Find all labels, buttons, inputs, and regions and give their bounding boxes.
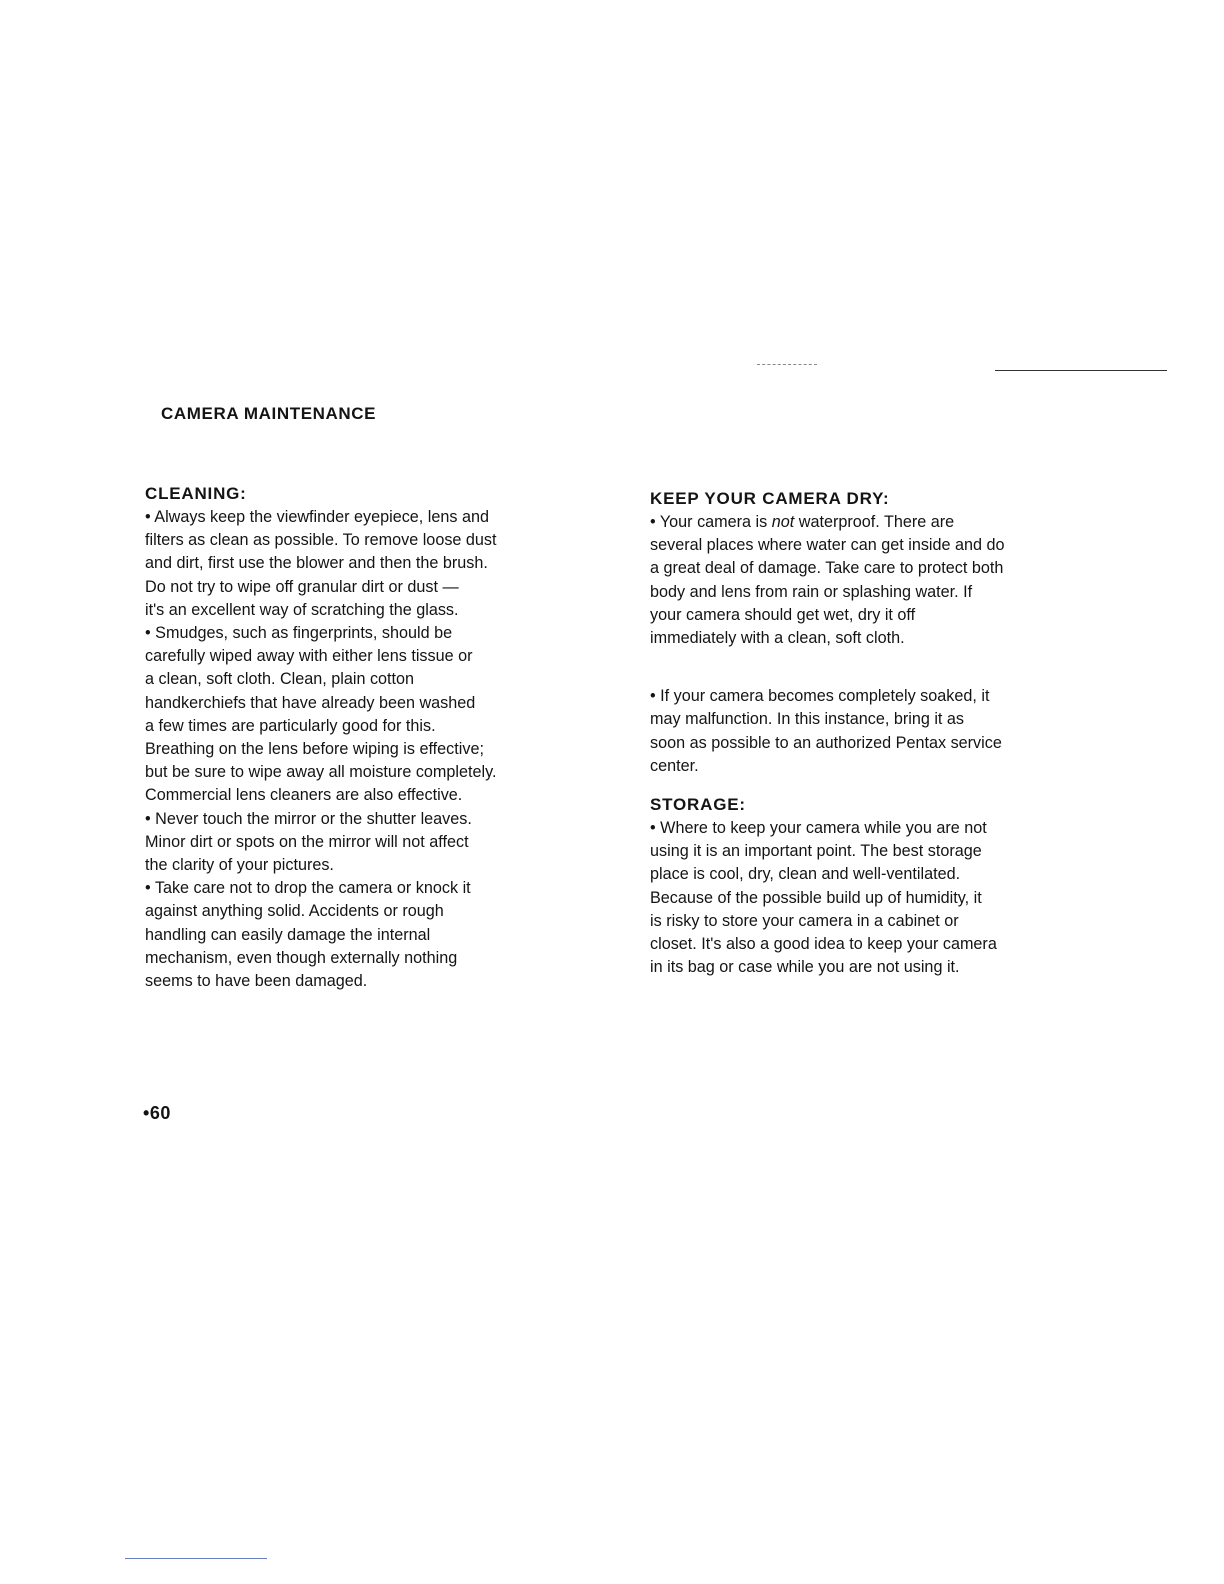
- text-line: • Where to keep your camera while you are not: [650, 819, 987, 838]
- page-number-value: 60: [149, 1103, 171, 1123]
- text-line: • Never touch the mirror or the shutter leaves.: [145, 809, 472, 828]
- text-line: the clarity of your pictures.: [145, 856, 334, 875]
- text-line: it's an excellent way of scratching the glass.: [145, 600, 459, 619]
- bottom-rule: [125, 1558, 267, 1559]
- spacer: [650, 650, 1120, 685]
- text-line: place is cool, dry, clean and well-ventilated.: [650, 865, 961, 884]
- text-line: using it is an important point. The best storage: [650, 842, 982, 861]
- bullet-icon: •: [143, 1103, 150, 1123]
- text-line: body and lens from rain or splashing water. If: [650, 582, 973, 601]
- top-rule: [995, 370, 1167, 371]
- page-title: CAMERA MAINTENANCE: [161, 404, 377, 423]
- text-line: several places where water can get inside and do: [650, 536, 1005, 555]
- text-line: • Always keep the viewfinder eyepiece, lens and: [145, 508, 490, 526]
- text-line: soon as possible to an authorized Pentax service: [650, 733, 1002, 752]
- storage-paragraph-1: [650, 817, 1120, 979]
- text-line: center.: [650, 756, 699, 775]
- cleaning-paragraph-3: [145, 808, 615, 878]
- text-line: a clean, soft cloth. Clean, plain cotton: [145, 670, 415, 689]
- text-line: seems to have been damaged.: [145, 972, 368, 991]
- text-line: handling can easily damage the internal: [145, 925, 431, 944]
- text-line: handkerchiefs that have already been washed: [145, 693, 476, 712]
- text-line: may malfunction. In this instance, bring it as: [650, 710, 965, 729]
- text-line: a few times are particularly good for this.: [145, 716, 436, 735]
- storage-heading: STORAGE:: [650, 795, 746, 815]
- text-line: Minor dirt or spots on the mirror will not affect: [145, 832, 469, 851]
- keep-dry-paragraph-1: [650, 511, 1120, 650]
- emphasis-text: not: [771, 513, 795, 531]
- text-line: filters as clean as possible. To remove loose dust: [145, 531, 497, 550]
- text-line: closet. It's also a good idea to keep your camera: [650, 935, 997, 954]
- text-line: immediately with a clean, soft cloth.: [650, 629, 905, 648]
- text-fragment: • Your camera is: [650, 513, 772, 531]
- cleaning-heading: CLEANING:: [145, 484, 247, 503]
- text-line: Because of the possible build up of humidity, it: [650, 888, 982, 907]
- text-line: • Take care not to drop the camera or knock it: [145, 879, 471, 898]
- text-line: Breathing on the lens before wiping is effective;: [145, 740, 484, 759]
- text-line: but be sure to wipe away all moisture completely.: [145, 763, 497, 782]
- text-line: in its bag or case while you are not using it.: [650, 958, 960, 977]
- cleaning-paragraph-2: [145, 622, 615, 808]
- text-line: against anything solid. Accidents or rough: [145, 902, 444, 921]
- spacer: [650, 778, 1120, 793]
- text-line: carefully wiped away with either lens tissue or: [145, 647, 473, 666]
- text-line: • Smudges, such as fingerprints, should be: [145, 624, 453, 643]
- left-column: [145, 482, 615, 993]
- keep-dry-paragraph-2: [650, 685, 1120, 778]
- text-line: and dirt, first use the blower and then the brush.: [145, 554, 488, 573]
- scan-artifact-marks: [757, 364, 817, 367]
- keep-dry-heading: KEEP YOUR CAMERA DRY:: [650, 489, 890, 508]
- text-line: [650, 511, 1120, 534]
- text-line: your camera should get wet, dry it off: [650, 605, 916, 624]
- page-number: [143, 1103, 171, 1124]
- cleaning-paragraph-1: [145, 506, 615, 622]
- text-fragment: waterproof. There are: [794, 513, 955, 531]
- text-line: • If your camera becomes completely soaked, it: [650, 687, 990, 706]
- text-line: is risky to store your camera in a cabinet or: [650, 911, 959, 930]
- text-line: mechanism, even though externally nothing: [145, 948, 458, 967]
- right-column: [650, 487, 1120, 979]
- cleaning-paragraph-4: [145, 877, 615, 993]
- text-line: Do not try to wipe off granular dirt or dust —: [145, 577, 459, 596]
- text-line: a great deal of damage. Take care to protect both: [650, 559, 1004, 578]
- text-line: Commercial lens cleaners are also effective.: [145, 786, 463, 805]
